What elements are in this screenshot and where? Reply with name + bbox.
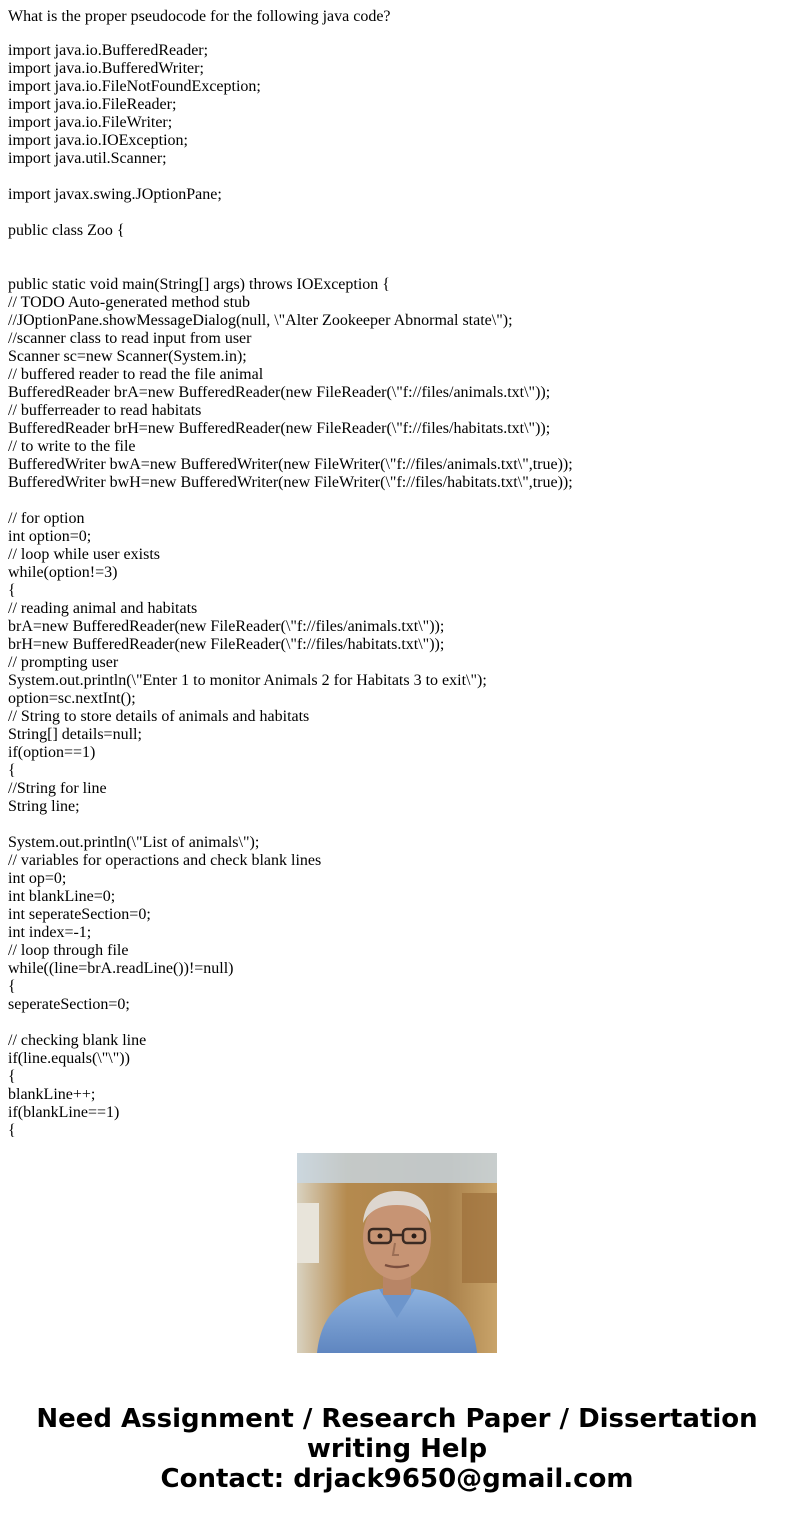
promo-banner [0,1404,794,1494]
code-line: // bufferreader to read habitats [8,402,202,419]
code-line: BufferedReader brH=new BufferedReader(new FileReader(\"f://files/habitats.txt\")); [8,420,551,437]
code-line: // to write to the file [8,438,136,455]
code-line: // checking blank line [8,1032,147,1049]
code-line: public class Zoo { [8,222,125,239]
code-line: // loop through file [8,942,129,959]
code-line [8,816,788,834]
code-line: while((line=brA.readLine())!=null) [8,960,234,977]
code-line: int index=-1; [8,924,92,941]
code-line: // variables for operactions and check blank lines [8,852,322,869]
code-line: // reading animal and habitats [8,600,198,617]
code-line [8,1014,788,1032]
code-line: while(option!=3) [8,564,118,581]
code-line: { [8,1122,16,1139]
code-block [8,42,788,1139]
code-line: //JOptionPane.showMessageDialog(null, \"Alter Zookeeper Abnormal state\"); [8,312,513,329]
code-line: import java.io.FileWriter; [8,114,173,131]
promo-line-1: Need Assignment / Research Paper / Dissertation [36,1404,758,1434]
code-line: //scanner class to read input from user [8,330,252,347]
code-line: System.out.println(\"Enter 1 to monitor Animals 2 for Habitats 3 to exit\"); [8,672,487,689]
code-line [8,258,788,276]
code-line: Scanner sc=new Scanner(System.in); [8,348,247,365]
code-line: blankLine++; [8,1086,96,1103]
avatar [297,1153,497,1353]
code-line: { [8,978,16,995]
code-line: import javax.swing.JOptionPane; [8,186,222,203]
code-line: import java.io.BufferedReader; [8,42,209,59]
avatar-portrait-icon [297,1153,497,1353]
code-line: // prompting user [8,654,119,671]
code-line: { [8,582,16,599]
code-line: { [8,1068,16,1085]
code-line: brH=new BufferedReader(new FileReader(\"f://files/habitats.txt\")); [8,636,445,653]
code-line [8,204,788,222]
code-line: // buffered reader to read the file animal [8,366,264,383]
code-line: // String to store details of animals and habitats [8,708,310,725]
code-line: if(line.equals(\"\")) [8,1050,130,1067]
code-line: int seperateSection=0; [8,906,151,923]
code-line: BufferedWriter bwA=new BufferedWriter(new FileWriter(\"f://files/animals.txt\",true)); [8,456,573,473]
promo-line-2: writing Help [306,1434,488,1464]
code-line: brA=new BufferedReader(new FileReader(\"f://files/animals.txt\")); [8,618,445,635]
code-line: int blankLine=0; [8,888,116,905]
code-line: { [8,762,16,779]
code-line: seperateSection=0; [8,996,130,1013]
code-line: // for option [8,510,85,527]
code-line [8,240,788,258]
promo-line-3: Contact: drjack9650@gmail.com [160,1464,634,1494]
code-line: int option=0; [8,528,92,545]
code-line: String line; [8,798,80,815]
code-line: import java.io.BufferedWriter; [8,60,204,77]
code-line: String[] details=null; [8,726,142,743]
code-line [8,492,788,510]
code-line: import java.io.FileReader; [8,96,177,113]
code-line: option=sc.nextInt(); [8,690,136,707]
code-line: int op=0; [8,870,67,887]
code-line: BufferedReader brA=new BufferedReader(new FileReader(\"f://files/animals.txt\")); [8,384,551,401]
code-line: //String for line [8,780,107,797]
code-line: import java.io.FileNotFoundException; [8,78,261,95]
code-line: // loop while user exists [8,546,160,563]
code-line: BufferedWriter bwH=new BufferedWriter(new FileWriter(\"f://files/habitats.txt\",true)); [8,474,573,491]
code-line: import java.util.Scanner; [8,150,167,167]
code-line [8,168,788,186]
code-line: System.out.println(\"List of animals\"); [8,834,260,851]
code-line: // TODO Auto-generated method stub [8,294,251,311]
code-line: public static void main(String[] args) throws IOException { [8,276,390,293]
question-text: What is the proper pseudocode for the following java code? [8,8,391,25]
code-line: if(blankLine==1) [8,1104,120,1121]
code-line: import java.io.IOException; [8,132,188,149]
code-line: if(option==1) [8,744,96,761]
